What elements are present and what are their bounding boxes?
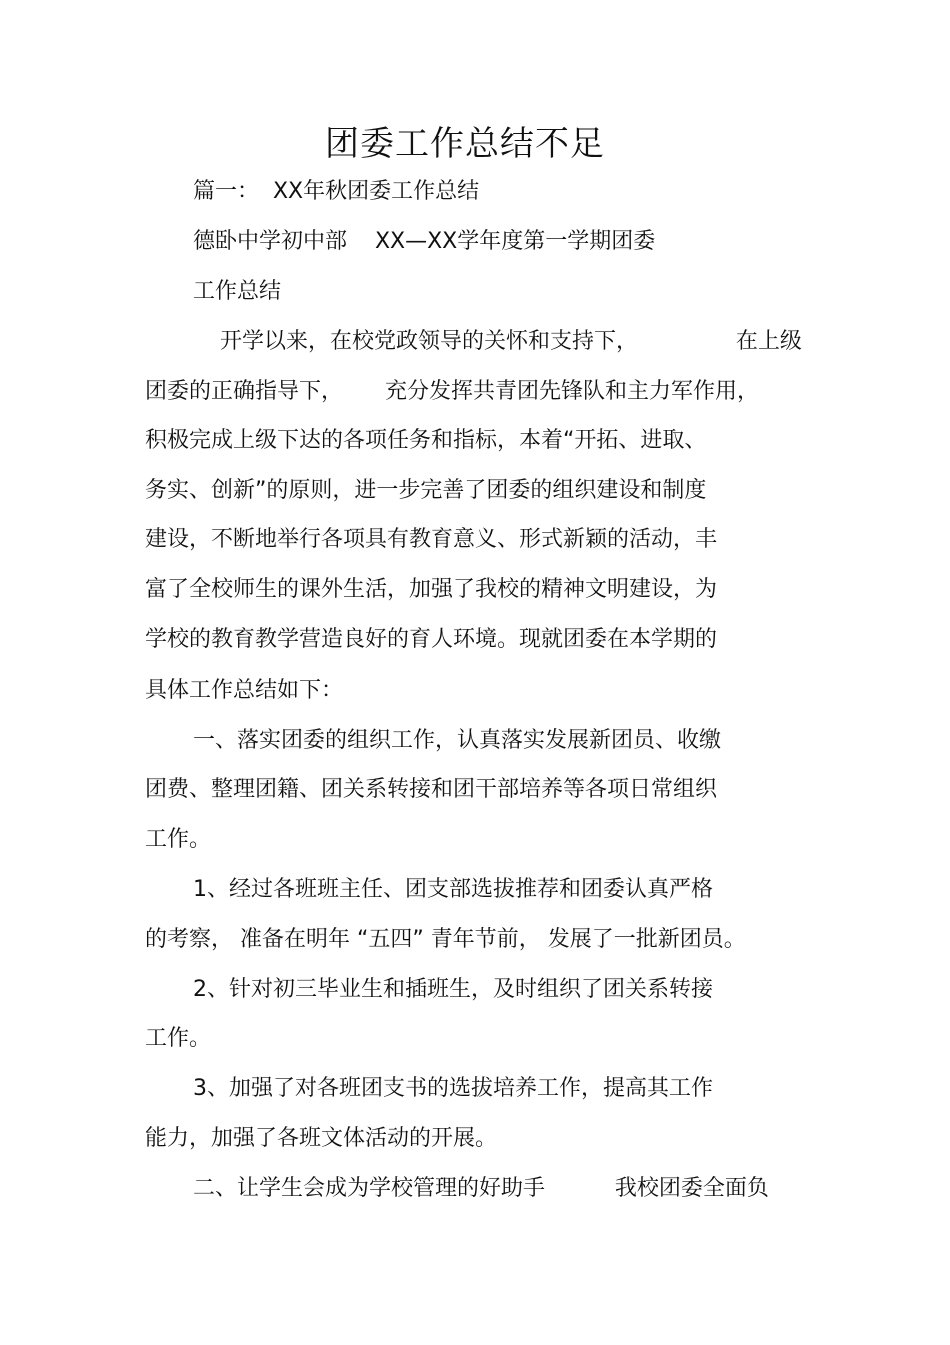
text-line: 开学以来，在校党政领导的关怀和支持下， 在上级: [220, 329, 802, 354]
text-line: 2、针对初三毕业生和插班生，及时组织了团关系转接: [193, 977, 713, 1002]
text-line: 一、落实团委的组织工作，认真落实发展新团员、收缴: [193, 728, 722, 753]
text-line: 德卧中学初中部 XX—XX学年度第一学期团委: [193, 229, 656, 254]
text-line: 务实、创新”的原则，进一步完善了团委的组织建设和制度: [145, 478, 707, 503]
text-line: 工作总结: [193, 279, 282, 304]
text-line: 建设，不断地举行各项具有教育意义、形式新颖的活动，丰: [145, 527, 718, 552]
text-line: 1、经过各班班主任、团支部选拔推荐和团委认真严格: [193, 877, 713, 902]
text-line: 工作。: [145, 827, 212, 852]
text-line: 的考察， 准备在明年 “五四” 青年节前， 发展了一批新团员。: [145, 927, 746, 952]
text-line: 工作。: [145, 1026, 212, 1051]
text-line: 能力，加强了各班文体活动的开展。: [145, 1126, 498, 1151]
document-title: 团委工作总结不足: [325, 124, 605, 164]
text-line: 积极完成上级下达的各项任务和指标，本着“开拓、进取、: [145, 428, 707, 453]
text-line: 富了全校师生的课外生活，加强了我校的精神文明建设，为: [145, 577, 718, 602]
text-line: 学校的教育教学营造良好的育人环境。现就团委在本学期的: [145, 627, 718, 652]
text-line: 二、让学生会成为学校管理的好助手 我校团委全面负: [193, 1176, 769, 1201]
text-line: 团委的正确指导下， 充分发挥共青团先锋队和主力军作用，: [145, 379, 759, 404]
text-line: 团费、整理团籍、团关系转接和团干部培养等各项日常组织: [145, 777, 718, 802]
text-line: 具体工作总结如下：: [145, 678, 344, 703]
text-line: 篇一： XX年秋团委工作总结: [193, 179, 480, 204]
text-line: 3、加强了对各班团支书的选拔培养工作，提高其工作: [193, 1076, 713, 1101]
